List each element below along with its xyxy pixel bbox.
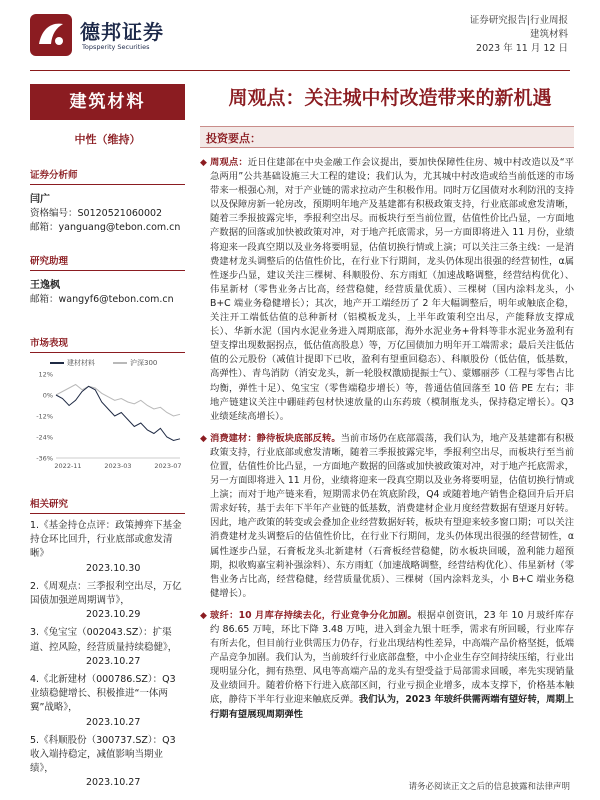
related-section bbox=[30, 496, 185, 791]
brand-english: Topsperity Securities bbox=[82, 43, 150, 51]
report-date: 2023 年 11 月 12 日 bbox=[476, 43, 568, 54]
related-item-3[interactable]: 3.《兔宝宝（002043.SZ）：扩渠道、控风险，经营质量持续稳健》， 2023.10.27 bbox=[30, 627, 178, 667]
p1-text: 近日住建部在中央金融工作会议提出，要加快保障性住房、城中村改造以及“平急两用”公共基础设施三大工程的建设；我们认为，尤其城中村改造或给当前低迷的市场带来一根强心剂，对于产业链的需求拉动产生积极作用。同时万亿国债对水利防汛的支持以及保障房新一轮房改，预期明年地产及基建都有积极政策支持，行业底部或愈发清晰，随着三季报披露完毕，季报利空出尽。而板块行至当前位置，估值性价比凸显，一方面地产数据的回落或加快被政策对冲，对于地产托底需求，另一方面即将进入 11 月份，业绩将迎来一段真空期以及业务将要明显，估值切换行情或上演；可以关注三条主线：一是消费建材龙头调整后的估值性价比，在行业下行期间，龙头仍体现出很强的经营韧性，α属性逐步凸显，建议关注三棵树、科顺股份、东方雨虹（加速战略调整，经营结构优化）、伟星新材（零售业务占比高，经营稳健，经营质量优质）、三棵树（国内涂料龙头，小 B+C 端业务稳健增长）；其次，地产开工端经历了 2 年大幅调整后，明年或触底企稳，关注开工端低估值的总种新材（铝模板龙头，上半年政策利空出尽，产能释放支撑成长）、华新水泥（国内水泥业务进入周期底部，海外水泥业务+骨料等非水泥业务盈利有望支撑出现数据拐点，低估值高股息）等，万亿国债加力明年开工端需求；最后关注低估值的公元股份（减值计提即下已收，盈利有望重回稳态）、科顺股份（低估值，低基数，高弹性）、青鸟消防（消安龙头，新一轮股权激励提振士气）、蒙娜丽莎（工程与零售占比均衡，弹性十足）、兔宝宝（零售端稳步增长）等，普通估值回落至 10 倍 PE 左右；非地产链建议关注中硼硅药包材快速放量的山东药玻（模制瓶龙头，保持稳定增长）。Q3 业绩延续高增长）。 bbox=[210, 157, 574, 422]
series-line-沪深300 bbox=[56, 385, 180, 417]
y-tick-label: 12% bbox=[38, 370, 53, 379]
market-chart bbox=[30, 368, 185, 476]
p3-lead: 玻纤：10 月库存持续去化，行业竞争分化加剧。 bbox=[210, 609, 418, 621]
assistant-title: 研究助理 bbox=[30, 253, 185, 271]
analyst-section bbox=[30, 167, 185, 235]
series-line-建材材料 bbox=[56, 386, 180, 440]
p2-text: 当前市场仍在底部震荡，我们认为，地产及基建都有积极政策支持，行业底部或愈发清晰，随着三季报披露完毕，季报利空出尽，而板块行至当前位置，估值性价比凸显，一方面地产数据的回落或加快被政策对冲，对于地产托底需求，另一方面即将进入 11 月份，业绩将迎来一段真空期以及业务将要明显，估值切换行情或上演；而对于地产链来看，短期需求仍在筑底阶段，Q4 或随着地产销售企稳回升后开启需求好转，基于去年下半年产业链的低基数，消费建材企业月度经营数据有望逐月好转。因此，地产政策的转变或会叠加企业经营数据好转，板块有望迎来较多窗口期；可以关注消费建材龙头调整后的估值性价比，在行业下行期间，龙头仍体现出很强的经营韧性，α属性逐步凸显，石膏板龙头北新建材（石膏板经营稳健，防水板块回暖，盈利能力超预期，拟收购嘉宝莉补强涂料）、东方雨虹（加速战略调整，经营结构优化）、伟星新材（零售业务占比高，经营稳健，经营质量优质）、三棵树（国内涂料龙头，小 B+C 端业务稳健增长）。 bbox=[210, 432, 574, 599]
report-header bbox=[0, 0, 600, 68]
rating: 中性（维持） bbox=[74, 133, 141, 146]
paragraph-weekly-view bbox=[200, 156, 574, 424]
related-title: 相关研究 bbox=[30, 496, 185, 514]
related-item-5[interactable]: 5.《科顺股份（300737.SZ）：Q3收入端持稳定，减值影响当期业绩》， 2023.10.27 bbox=[30, 734, 176, 789]
invest-header-bar bbox=[200, 126, 574, 148]
x-tick-label: 2022-11 bbox=[54, 462, 82, 470]
main-content bbox=[200, 84, 574, 722]
related-item-4[interactable]: 4.《北新建材（000786.SZ）：Q3业绩稳健增长、积极推进“一体两翼”战略》， 2023.10.27 bbox=[30, 674, 176, 728]
header-divider bbox=[30, 70, 570, 71]
y-tick-label: -36% bbox=[36, 454, 53, 463]
p2-lead: 消费建材：静待板块底部反转。 bbox=[210, 432, 341, 444]
chart-legend bbox=[50, 358, 185, 368]
paragraph-fiberglass bbox=[200, 609, 574, 722]
y-tick-label: -24% bbox=[36, 433, 53, 442]
bullet-icon: ◆ bbox=[200, 610, 207, 621]
report-meta bbox=[470, 14, 568, 56]
related-item-1[interactable]: 1.《基金持仓点评：政策搏弈下基金持仓环比回升，行业底部或愈发清晰》 2023.10.30 bbox=[30, 520, 182, 574]
analyst-email[interactable]: 邮箱：yanguang@tebon.com.cn bbox=[30, 222, 181, 233]
analyst-name: 闫广 bbox=[30, 194, 50, 205]
report-type: 证券研究报告|行业周报 bbox=[469, 15, 568, 26]
invest-header: 投资要点： bbox=[206, 132, 261, 145]
assistant-section bbox=[30, 253, 185, 307]
x-tick-label: 2023-03 bbox=[104, 462, 132, 470]
paragraph-consumer-materials bbox=[200, 432, 574, 601]
assistant-email[interactable]: 邮箱：wangyf6@tebon.com.cn bbox=[30, 294, 174, 305]
bullet-icon: ◆ bbox=[200, 433, 207, 444]
analyst-title: 证券分析师 bbox=[30, 167, 185, 185]
p1-lead: 周观点： bbox=[210, 157, 248, 168]
assistant-name: 王逸枫 bbox=[30, 280, 60, 291]
bullet-icon: ◆ bbox=[200, 158, 207, 168]
p3-tail: 我们认为，2023 年玻纤供需两端有望好转，周期上行期有望展现周期弹性 bbox=[210, 694, 574, 720]
legend-series-1: 沪深300 bbox=[113, 358, 157, 368]
p3-text: 根据卓创资讯，23 年 10 月玻纤库存约 86.65 万吨，环比下降 3.48 万吨，进入到金九银十旺季，需求有所回暖，行业库存有所去化，但目前行业供需压力仍存，行业出现结构性差异，中高端产品价格坚挺，低端产品竞争加剧。我们认为，当前玻纤行业底部盘整，中小企业生存空间持续压缩，行业出现明显分化，拥有热塑、风电等高端产品的龙头有望受益于局部需求回暖，率先实现销量及业绩回升。随着价格下行进入底部区间，行业亏损企业增多，成本支撑下，价格基本触底，静待下半年行业迎来触底反弹。 bbox=[210, 609, 574, 706]
report-industry: 建筑材料 bbox=[529, 29, 568, 40]
industry-banner: 建筑材料 bbox=[30, 84, 185, 120]
y-tick-label: -12% bbox=[36, 412, 53, 421]
brand-name: 德邦证券 bbox=[80, 20, 164, 44]
report-title: 周观点：关注城中村改造带来的新机遇 bbox=[228, 87, 552, 109]
left-sidebar bbox=[30, 84, 185, 795]
footer-disclaimer: 请务必阅读正文之后的信息披露和法律声明 bbox=[408, 782, 570, 792]
related-item-2[interactable]: 2.《周观点：三季报利空出尽，万亿国债加强逆周期调节》， 2023.10.29 bbox=[30, 580, 182, 621]
legend-series-0: 建材材料 bbox=[50, 358, 95, 368]
x-tick-label: 2023-07 bbox=[154, 462, 182, 470]
analyst-cert: 资格编号：S0120521060002 bbox=[30, 208, 163, 219]
market-title: 市场表现 bbox=[30, 335, 185, 353]
market-section bbox=[30, 335, 185, 476]
tebon-logo-icon bbox=[30, 14, 72, 56]
y-tick-label: 0% bbox=[42, 391, 53, 400]
